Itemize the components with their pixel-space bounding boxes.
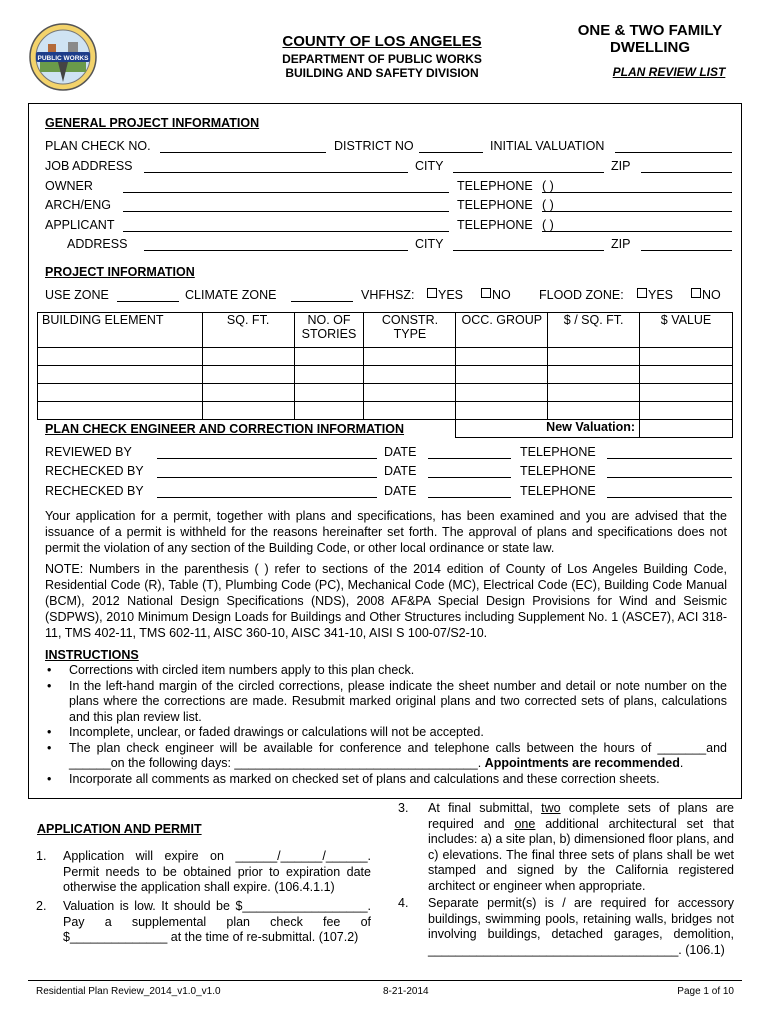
table-row bbox=[38, 366, 733, 384]
row-rechecked-by-2 bbox=[45, 484, 735, 500]
reviewed-by-label: REVIEWED BY bbox=[45, 445, 132, 459]
row-applicant bbox=[45, 218, 735, 234]
table-cell[interactable] bbox=[640, 348, 733, 366]
general-section-title: GENERAL PROJECT INFORMATION bbox=[45, 116, 260, 130]
engineer-section-title: PLAN CHECK ENGINEER AND CORRECTION INFORMATION bbox=[45, 422, 405, 436]
reviewed-date-field[interactable] bbox=[428, 445, 511, 459]
city-label: CITY bbox=[415, 159, 444, 173]
district-label: DISTRICT NO bbox=[334, 139, 414, 153]
owner-telephone-field[interactable] bbox=[542, 179, 732, 193]
table-cell[interactable] bbox=[456, 384, 548, 402]
item-number: 3. bbox=[398, 801, 409, 815]
use-zone-label: USE ZONE bbox=[45, 288, 109, 302]
instructions-title: INSTRUCTIONS bbox=[45, 648, 139, 662]
arch-telephone-paren: ( ) bbox=[542, 198, 554, 212]
owner-telephone-label: TELEPHONE bbox=[457, 179, 533, 193]
vhfhsz-no-label: NO bbox=[492, 288, 511, 302]
vhfhsz-no-checkbox[interactable] bbox=[481, 288, 491, 298]
application-item-4-text: Separate permit(s) is / are required for accessory buildings, swimming pools, retaining walls, bridges not involving buildings, detached garages, demolition, ____________________________________. (106.1) bbox=[428, 896, 734, 957]
rechecked-date-label-2: DATE bbox=[384, 484, 417, 498]
division-name: BUILDING AND SAFETY DIVISION bbox=[285, 66, 479, 80]
address-zip-field[interactable] bbox=[641, 237, 732, 251]
application-item-2 bbox=[36, 899, 371, 946]
item-number: 1. bbox=[36, 849, 47, 863]
header-value: $ VALUE bbox=[640, 313, 733, 348]
table-cell[interactable] bbox=[364, 348, 456, 366]
flood-yes-label: YES bbox=[648, 288, 674, 302]
flood-no-label: NO bbox=[702, 288, 721, 302]
rechecked-telephone-field-2[interactable] bbox=[607, 484, 732, 498]
table-cell[interactable] bbox=[38, 384, 203, 402]
table-cell[interactable] bbox=[456, 402, 548, 420]
item3-two: two bbox=[541, 801, 561, 815]
appointments-note: Appointments are recommended bbox=[484, 756, 680, 770]
table-cell[interactable] bbox=[294, 402, 364, 420]
table-cell[interactable] bbox=[548, 348, 640, 366]
logo-text: PUBLIC WORKS bbox=[37, 55, 89, 62]
department-name: DEPARTMENT OF PUBLIC WORKS bbox=[282, 52, 482, 66]
flood-zone-label: FLOOD ZONE: bbox=[539, 288, 624, 302]
item3-part-b: complete sets of plans are required and bbox=[428, 801, 734, 831]
applicant-telephone-paren: ( ) bbox=[542, 218, 554, 232]
item3-part-c: additional architectural set that includes: a) a site plan, b) dimensioned floor plans, and c) elevations. The final three sets of plans shall be wet stamped and signed by the California registered architect or engineer when appropriate. bbox=[428, 816, 734, 893]
county-name: COUNTY OF LOS ANGELES bbox=[282, 33, 482, 50]
table-cell[interactable] bbox=[640, 384, 733, 402]
row-arch-eng bbox=[45, 198, 735, 214]
project-section-title: PROJECT INFORMATION bbox=[45, 265, 195, 279]
list-item bbox=[45, 741, 727, 772]
list-item: • Corrections with circled item numbers apply to this plan check. bbox=[45, 663, 727, 679]
doc-title-line1: ONE & TWO FAMILY bbox=[577, 22, 723, 39]
permit-withheld-paragraph: Your application for a permit, together with plans and specifications, has been examined and you are advised that the issuance of a permit is withheld for the reasons hereinafter set forth. The approval of plans and specifications does not permit the violation of any section of the Building Code, or other local ordinance or state law. bbox=[45, 509, 727, 555]
table-cell[interactable] bbox=[640, 402, 733, 420]
rechecked-telephone-label-1: TELEPHONE bbox=[520, 464, 596, 478]
footer-doc-name: Residential Plan Review_2014_v1.0_v1.0 bbox=[36, 986, 221, 997]
vhfhsz-no-option[interactable] bbox=[481, 288, 511, 302]
vhfhsz-yes-option[interactable] bbox=[427, 288, 463, 302]
application-item-2-text: Valuation is low. It should be $__________________. Pay a supplemental plan check fee of $______________ at the time of re-submittal. (107.2) bbox=[63, 899, 371, 944]
item-number: 2. bbox=[36, 899, 47, 913]
rechecked-date-field-1[interactable] bbox=[428, 464, 511, 478]
flood-no-option[interactable] bbox=[691, 288, 721, 302]
list-item: • Incorporate all comments as marked on checked set of plans and calculations and these correction sheets. bbox=[45, 772, 727, 788]
table-cell[interactable] bbox=[548, 366, 640, 384]
reviewed-by-field[interactable] bbox=[157, 445, 377, 459]
table-cell[interactable] bbox=[38, 366, 203, 384]
address-field[interactable] bbox=[144, 237, 408, 251]
rechecked-by-field-2[interactable] bbox=[157, 484, 377, 498]
rechecked-date-field-2[interactable] bbox=[428, 484, 511, 498]
row-plan-check bbox=[45, 139, 735, 155]
doc-subtitle: PLAN REVIEW LIST bbox=[612, 65, 726, 79]
doc-title-line2: DWELLING bbox=[610, 39, 690, 56]
applicant-field[interactable] bbox=[123, 218, 449, 232]
vhfhsz-label: VHFHSZ: bbox=[361, 288, 415, 302]
table-cell[interactable] bbox=[364, 402, 456, 420]
list-item: • In the left-hand margin of the circled corrections, please indicate the sheet number and detail or note number on the plans where the corrections are made. Resubmit marked original plans and two corrected sets of plans, calculations and this plan review list. bbox=[45, 679, 727, 726]
table-row bbox=[38, 348, 733, 366]
rechecked-by-label-1: RECHECKED BY bbox=[45, 464, 144, 478]
address-city-label: CITY bbox=[415, 237, 444, 251]
application-section-title: APPLICATION AND PERMIT bbox=[37, 822, 202, 836]
row-zones bbox=[45, 288, 735, 304]
initial-valuation-label: INITIAL VALUATION bbox=[490, 139, 605, 153]
header-constr-type: CONSTR. TYPE bbox=[364, 313, 456, 348]
header-sq-ft: SQ. FT. bbox=[202, 313, 294, 348]
table-cell[interactable] bbox=[202, 402, 294, 420]
new-valuation-label: New Valuation: bbox=[456, 420, 640, 438]
item-number: 4. bbox=[398, 896, 409, 910]
table-cell[interactable] bbox=[456, 366, 548, 384]
arch-telephone-field[interactable] bbox=[542, 198, 732, 212]
table-cell[interactable] bbox=[202, 366, 294, 384]
header-occ-group: OCC. GROUP bbox=[456, 313, 548, 348]
department-lines bbox=[270, 52, 494, 80]
vhfhsz-yes-label: YES bbox=[438, 288, 464, 302]
building-element-table bbox=[37, 312, 733, 438]
table-cell[interactable] bbox=[38, 402, 203, 420]
city-field[interactable] bbox=[453, 159, 604, 173]
flood-yes-checkbox[interactable] bbox=[637, 288, 647, 298]
footer-rule bbox=[28, 980, 742, 981]
table-cell[interactable] bbox=[456, 348, 548, 366]
item4-end: . bbox=[679, 756, 684, 770]
application-item-1 bbox=[36, 849, 371, 896]
rechecked-telephone-field-1[interactable] bbox=[607, 464, 732, 478]
district-field[interactable] bbox=[419, 139, 483, 153]
reviewed-telephone-label: TELEPHONE bbox=[520, 445, 596, 459]
address-label: ADDRESS bbox=[67, 237, 128, 251]
table-row bbox=[38, 384, 733, 402]
row-rechecked-by-1 bbox=[45, 464, 735, 480]
table-cell[interactable] bbox=[294, 366, 364, 384]
table-row bbox=[38, 402, 733, 420]
applicant-telephone-field[interactable] bbox=[542, 218, 732, 232]
zip-label: ZIP bbox=[611, 159, 631, 173]
vhfhsz-yes-checkbox[interactable] bbox=[427, 288, 437, 298]
application-item-3-text bbox=[428, 801, 734, 894]
arch-telephone-label: TELEPHONE bbox=[457, 198, 533, 212]
header-stories: NO. OF STORIES bbox=[294, 313, 364, 348]
use-zone-field[interactable] bbox=[117, 288, 179, 302]
table-cell[interactable] bbox=[364, 384, 456, 402]
header-building-element: BUILDING ELEMENT bbox=[38, 313, 203, 348]
address-zip-label: ZIP bbox=[611, 237, 631, 251]
table-cell[interactable] bbox=[364, 366, 456, 384]
table-cell[interactable] bbox=[294, 348, 364, 366]
footer-page-number: Page 1 of 10 bbox=[677, 986, 734, 997]
table-cell[interactable] bbox=[548, 384, 640, 402]
reviewed-date-label: DATE bbox=[384, 445, 417, 459]
row-applicant-address bbox=[45, 237, 735, 253]
rechecked-by-field-1[interactable] bbox=[157, 464, 377, 478]
applicant-telephone-label: TELEPHONE bbox=[457, 218, 533, 232]
job-address-label: JOB ADDRESS bbox=[45, 159, 133, 173]
plan-check-label: PLAN CHECK NO. bbox=[45, 139, 151, 153]
initial-valuation-field[interactable] bbox=[615, 139, 732, 153]
table-cell[interactable] bbox=[202, 384, 294, 402]
arch-eng-field[interactable] bbox=[123, 198, 449, 212]
job-address-field[interactable] bbox=[144, 159, 408, 173]
table-cell[interactable] bbox=[640, 366, 733, 384]
climate-zone-field[interactable] bbox=[291, 288, 353, 302]
header-price-per-sqft: $ / SQ. FT. bbox=[548, 313, 640, 348]
table-cell[interactable] bbox=[548, 402, 640, 420]
table-header-row bbox=[38, 313, 733, 348]
row-job-address bbox=[45, 159, 735, 175]
climate-zone-label: CLIMATE ZONE bbox=[185, 288, 277, 302]
application-item-3 bbox=[398, 801, 734, 894]
owner-field[interactable] bbox=[123, 179, 449, 193]
owner-label: OWNER bbox=[45, 179, 93, 193]
table-cell[interactable] bbox=[38, 348, 203, 366]
owner-telephone-paren: ( ) bbox=[542, 179, 554, 193]
item4-text: The plan check engineer will be available for conference and telephone calls between the hours of _______and ______on the following days: ___________________________________. bbox=[69, 740, 727, 770]
item3-one: one bbox=[514, 816, 536, 831]
footer-date: 8-21-2014 bbox=[383, 986, 429, 997]
address-city-field[interactable] bbox=[453, 237, 604, 251]
application-item-1-text: Application will expire on ______/______/______. Permit needs to be obtained prior to expiration date otherwise the application shall expire. (106.4.1.1) bbox=[63, 849, 371, 894]
table-cell[interactable] bbox=[202, 348, 294, 366]
instructions-list bbox=[45, 663, 727, 787]
new-valuation-field[interactable] bbox=[640, 420, 733, 438]
list-item: • Incomplete, unclear, or faded drawings or calculations will not be accepted. bbox=[45, 725, 727, 741]
table-cell[interactable] bbox=[294, 384, 364, 402]
reviewed-telephone-field[interactable] bbox=[607, 445, 732, 459]
application-item-4 bbox=[398, 896, 734, 958]
rechecked-telephone-label-2: TELEPHONE bbox=[520, 484, 596, 498]
zip-field[interactable] bbox=[641, 159, 732, 173]
doc-title bbox=[560, 22, 740, 56]
flood-no-checkbox[interactable] bbox=[691, 288, 701, 298]
arch-eng-label: ARCH/ENG bbox=[45, 198, 111, 212]
row-owner bbox=[45, 179, 735, 195]
plan-check-field[interactable] bbox=[160, 139, 326, 153]
code-reference-note: NOTE: Numbers in the parenthesis ( ) refer to sections of the 2014 edition of County of Los Angeles Building Code, Residential Code (R), Table (T), Plumbing Code (PC), Mechanical Code (MC), Electrical Code (EC), Building Code Manual (BCM), 2012 National Design Specifications (NDS), 2008 AF&PA Special Design Provisions for Wind and Seismic (SDPWS), 2010 Minimum Design Loads for Buildings and Other Structures including Supplement No. 1 (ASCE7), ACI 318-11, TMS 402-11, TMS 602-11, AISC 360-10, AISC 341-10, AISI S 100-07/S2-10. bbox=[45, 562, 727, 640]
rechecked-date-label-1: DATE bbox=[384, 464, 417, 478]
applicant-label: APPLICANT bbox=[45, 218, 115, 232]
rechecked-by-label-2: RECHECKED BY bbox=[45, 484, 144, 498]
row-reviewed-by bbox=[45, 445, 735, 461]
county-seal-logo bbox=[28, 22, 98, 92]
flood-yes-option[interactable] bbox=[637, 288, 673, 302]
item3-part-a: At final submittal, bbox=[428, 801, 542, 815]
